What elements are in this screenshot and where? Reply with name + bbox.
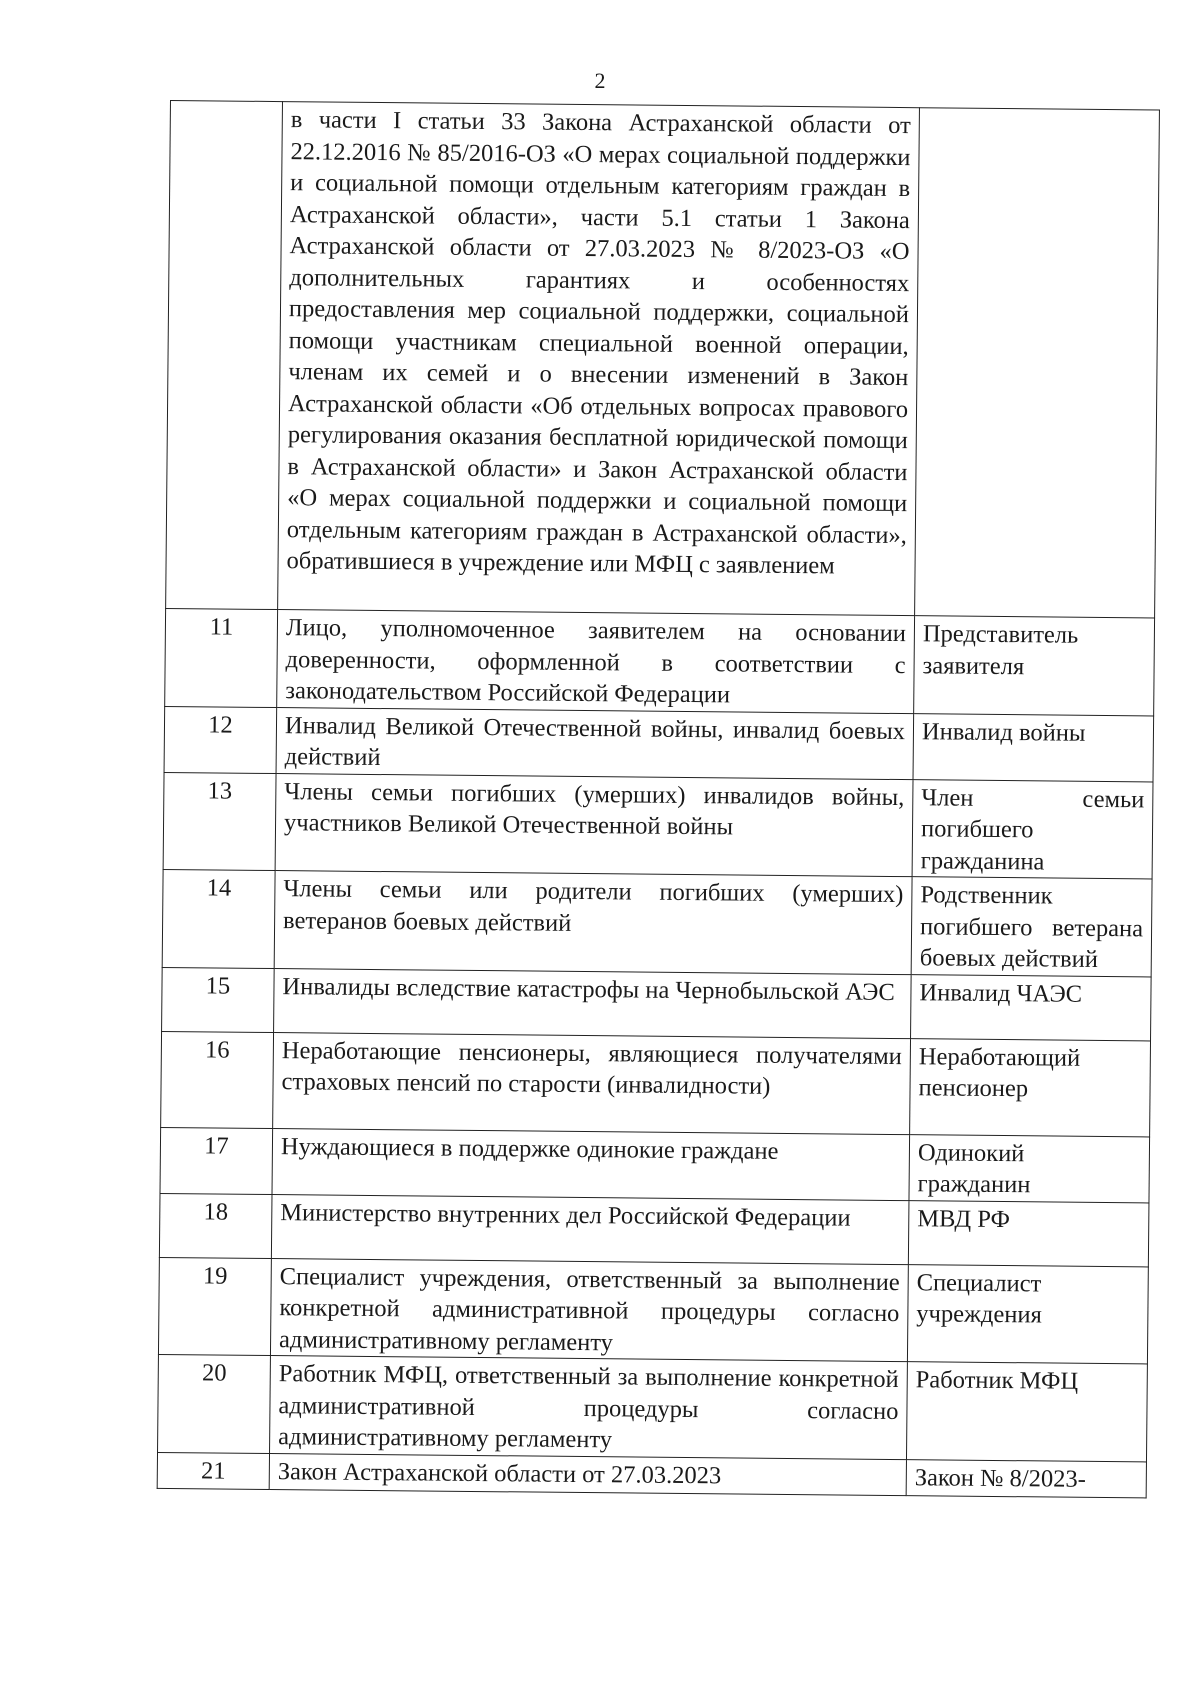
row-description: Работник МФЦ, ответственный за выполнение конкретной административной процедуры согласно административному регламенту: [270, 1356, 908, 1460]
row-short-name: Специалист учреждения: [907, 1264, 1148, 1364]
row-number: 19: [158, 1257, 271, 1356]
row-description: Инвалиды вследствие катастрофы на Чернобыльской АЭС: [274, 968, 912, 1038]
table-row: [162, 967, 1152, 1040]
row-description: Специалист учреждения, ответственный за выполнение конкретной административной процедуры согласно административному регламенту: [270, 1258, 908, 1362]
page-number: 2: [594, 68, 606, 93]
table-row: [164, 706, 1154, 781]
row-short-name: Родственник погибшего ветерана боевых действий: [911, 877, 1152, 977]
row-description: Лицо, уполномоченное заявителем на основании доверенности, оформленной в соответствии с законодательством Российской Федерации: [277, 610, 915, 714]
table-row: [166, 101, 1160, 618]
row-description: Министерство внутренних дел Российской Федерации: [271, 1194, 909, 1264]
table-row: [160, 1127, 1150, 1202]
row-description: Неработающие пенсионеры, являющиеся получателями страховых пенсий по старости (инвалидности): [273, 1032, 911, 1134]
row-number: 15: [162, 967, 275, 1032]
row-number: 20: [158, 1354, 271, 1453]
row-description: Члены семьи погибших (умерших) инвалидов войны, участников Великой Отечественной войны: [275, 773, 913, 877]
row-number: 12: [164, 706, 277, 773]
row-short-name: Неработающий пенсионер: [910, 1038, 1151, 1136]
row-description: в части I статьи 33 Закона Астраханской области от 22.12.2016 № 85/2016-ОЗ «О мерах социальной поддержки и социальной помощи отдельным категориям граждан в Астраханской области», части 5.1 статьи 1 Закона Астраханской области от 27.03.2023 № 8/2023-ОЗ «О дополнительных гарантиях и особенностях предоставления мер социальной поддержки, социальной помощи участникам специальной военной операции, членам их семей и о внесении изменений в Закон Астраханской области «Об отдельных вопросах правового регулирования оказания бесплатной юридической помощи в Астраханской области» и Закон Астраханской области «О мерах социальной поддержки и социальной помощи отдельным категориям граждан в Астраханской области», обратившиеся в учреждение или МФЦ с заявлением: [278, 102, 920, 616]
row-number: [166, 101, 283, 610]
row-short-name: Представитель заявителя: [914, 616, 1155, 716]
table-row: [165, 608, 1155, 715]
row-description: Инвалид Великой Отечественной войны, инвалид боевых действий: [276, 707, 914, 779]
row-description: Нуждающиеся в поддержке одинокие граждане: [272, 1128, 910, 1200]
row-short-name: Член семьи погибшего гражданина: [912, 779, 1153, 879]
table-row: [162, 869, 1152, 976]
table-row: [163, 772, 1153, 879]
row-short-name: Одинокий гражданин: [909, 1134, 1150, 1202]
row-number: 16: [161, 1031, 274, 1128]
row-number: 18: [159, 1193, 272, 1258]
row-number: 17: [160, 1127, 273, 1194]
row-short-name: Закон № 8/2023-: [906, 1459, 1146, 1497]
row-short-name: Инвалид войны: [913, 713, 1154, 781]
row-short-name: Инвалид ЧАЭС: [911, 974, 1152, 1040]
row-number: 14: [162, 869, 275, 968]
row-description: Члены семьи или родители погибших (умерших) ветеранов боевых действий: [274, 871, 912, 975]
table-row: [158, 1257, 1148, 1364]
row-number: 11: [165, 608, 278, 707]
row-number: 13: [163, 772, 276, 871]
definitions-table: [157, 100, 1160, 1498]
row-short-name: [915, 108, 1160, 618]
table-row: [161, 1031, 1151, 1136]
table-row: [159, 1193, 1149, 1266]
table-row: [158, 1354, 1148, 1461]
row-short-name: Работник МФЦ: [906, 1362, 1147, 1462]
row-short-name: МВД РФ: [908, 1200, 1149, 1266]
row-description: Закон Астраханской области от 27.03.2023: [269, 1453, 906, 1495]
row-number: 21: [157, 1452, 269, 1489]
